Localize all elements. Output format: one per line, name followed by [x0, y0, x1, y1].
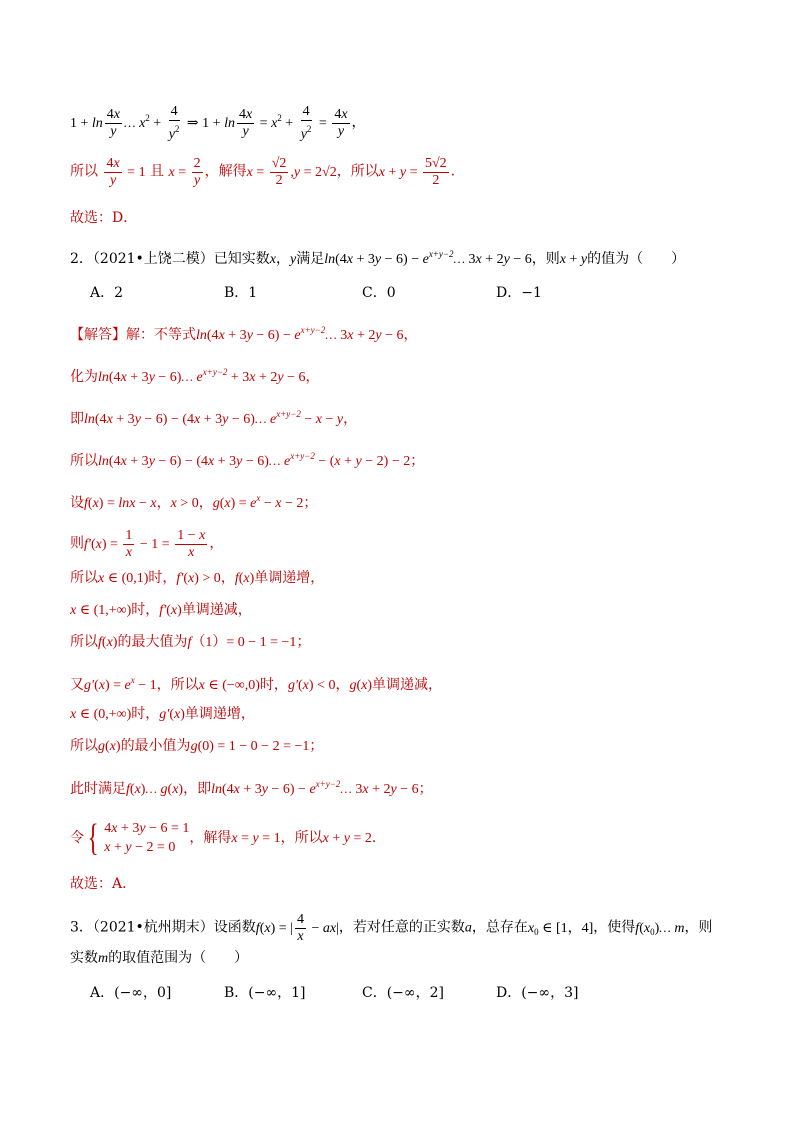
solution-line-4: 所以ln(4x + 3y − 6) − (4x + 3y − 6)… $e^{x+y-2} - (x + y - 2) - 2$； — [70, 451, 425, 469]
label-text: ，所以 — [156, 677, 199, 693]
solution-line-13: 此时满足f(x)… g(x)，即$\ln(4x + 3y - 6) - e^{x+y-2}\dots$ 3x + 2y − 6； — [70, 779, 433, 797]
solution-line-12: 所以g(x)的最小值为g(0) = 1 − 0 − 2 = −1； — [70, 738, 324, 754]
answer-line-2: 故选：A． — [70, 876, 137, 892]
label-text: 又 — [70, 677, 84, 693]
solution-line-6: 则f′(x) = $\frac{1}{x}$ − 1 = $\frac{1 - x}{x}$ ， — [70, 528, 224, 560]
q2-option-c[interactable]: C．0 — [362, 285, 396, 301]
question-3-stem-line-2: 实数m的取值范围为（ ） — [70, 950, 249, 966]
solution-line-11: x ∈ (0,+∞)时，g′(x)单调递增， — [70, 706, 255, 722]
label-text: 时， — [259, 677, 288, 693]
solution-line-2: 化为ln(4x + 3y − 6)… $e^{x+y-2} + 3x + 2y - 6$， — [70, 367, 320, 385]
label-text: 单调递减， — [181, 602, 252, 618]
equation-system: { 4x + 3y − 6 = 1 x + y − 2 = 0 — [87, 817, 190, 859]
solution-line-3: 即ln(4x + 3y − 6) − (4x + 3y − 6)… $e^{x+y-2} - x - y$， — [70, 409, 358, 427]
q-text: ，则 — [684, 919, 713, 936]
answer-line-1: 故选：D． — [70, 210, 138, 226]
q-text: ，使得 — [593, 919, 636, 936]
q-text: 的取值范围为（ ） — [108, 950, 249, 966]
label-text: ，解得 — [204, 163, 247, 180]
q-text: 2．（2021•上饶二模）已知实数 — [70, 251, 270, 267]
solution-line-14: 令 { 4x + 3y − 6 = 1 x + y − 2 = 0 ，解得x = y = 1，所以x + y = 2． — [70, 817, 386, 859]
q2-option-a[interactable]: A．2 — [90, 285, 124, 301]
label-text: 时， — [131, 602, 160, 618]
q-text: ，则 — [531, 251, 560, 267]
solution-line-10: 又$g'(x) = e^x - 1$，所以x ∈ (−∞,0)时，g′(x) < 0，g(x)单调递减， — [70, 675, 443, 693]
q3-option-a[interactable]: A．(−∞，0] — [90, 985, 172, 1001]
label-text: 所以 — [70, 570, 98, 586]
label-text: 且 — [150, 163, 165, 180]
label-text: 化为 — [70, 369, 98, 385]
solution-line-7: 所以x ∈ (0,1)时，f′(x) > 0，f(x)单调递增， — [70, 570, 325, 586]
q3-option-b[interactable]: B．(−∞，1] — [224, 985, 306, 1001]
label-text: 所以 — [70, 738, 98, 754]
q-text: 的值为（ ） — [587, 251, 686, 267]
label-text: 即 — [70, 411, 84, 427]
q-text: 3．（2021•杭州期末）设函数 — [70, 919, 256, 936]
label-text: 单调递增， — [254, 570, 325, 586]
label-text: ，所以 — [336, 163, 379, 180]
label-text: 则 — [70, 535, 84, 552]
q2-option-b[interactable]: B．1 — [224, 285, 258, 301]
derivation-line-1: 1 + ln $\frac{4x}{y}$ … $x^2$ + $\frac{4}{y^2}$ ⇒ 1 + ln $\frac{4x}{y}$ = $x^2$ + $\frac{4}{y^2}$ = $\frac{4x}{y}$ ， — [70, 104, 366, 142]
label-text: 所以 — [70, 163, 98, 180]
solution-line-1: 【解答】解：不等式$\ln(4x + 3y - 6) - e^{x+y-2}\dots$ 3x + 2y − 6， — [70, 325, 418, 343]
solution-line-5: 设f(x) = lnx − x，x > 0，$g(x) = e^x - x - 2$； — [70, 493, 318, 511]
q-text: ，若对任意的正实数 — [338, 919, 465, 936]
label-text: 此时满足 — [70, 781, 126, 797]
derivation-line-2: 所以 $\frac{4x}{y}$ = 1 且 x = $\frac{2}{y}$ ，解得x = $\frac{√2}{2}$ ,y = 2√2，所以x + y = $\frac{5√2}{2}$ . — [70, 156, 456, 188]
question-2-stem: 2．（2021•上饶二模）已知实数x，y满足$\ln(4x + 3y - 6) - e^{x+y-2}\dots$ 3x + 2y − 6，则x + y的值为（ ） — [70, 249, 686, 267]
label-text: 所以 — [70, 634, 98, 650]
q-text: ，总存在 — [471, 919, 528, 936]
q-text: 实数 — [70, 950, 98, 966]
label-text: 时， — [131, 706, 160, 722]
label-text: ，即 — [183, 781, 212, 797]
label-text: 的最小值为 — [120, 738, 191, 754]
solution-line-9: 所以f(x)的最大值为f（1）= 0 − 1 = −1； — [70, 634, 311, 650]
label-text: 令 — [70, 830, 84, 846]
label-text: 【解答】解：不等式 — [70, 327, 196, 343]
label-text: 单调递增， — [184, 706, 255, 722]
question-3-stem: 3．（2021•杭州期末）设函数f(x) = | $\frac{4}{x}$ − ax|，若对任意的正实数a，总存在$x_0$ ∈ [1，4]，使得$f(x_0)\dots$ m，则 — [70, 912, 713, 944]
label-text: 设 — [70, 495, 84, 511]
label-text: ，所以 — [280, 830, 323, 846]
q-text: 满足 — [296, 251, 325, 267]
label-text: 时， — [148, 570, 177, 586]
label-text: 所以 — [70, 453, 98, 469]
punct: ， — [351, 114, 366, 131]
label-text: 单调递减， — [372, 677, 443, 693]
q3-option-c[interactable]: C．(−∞，2] — [362, 985, 444, 1001]
q2-option-d[interactable]: D．−1 — [496, 285, 542, 301]
solution-line-8: x ∈ (1,+∞)时，f′(x)单调递减， — [70, 602, 252, 618]
label-text: 的最大值为 — [117, 634, 188, 650]
q3-option-d[interactable]: D．(−∞，3] — [496, 985, 579, 1001]
punct: . — [450, 163, 456, 180]
label-text: ，解得 — [189, 830, 232, 846]
